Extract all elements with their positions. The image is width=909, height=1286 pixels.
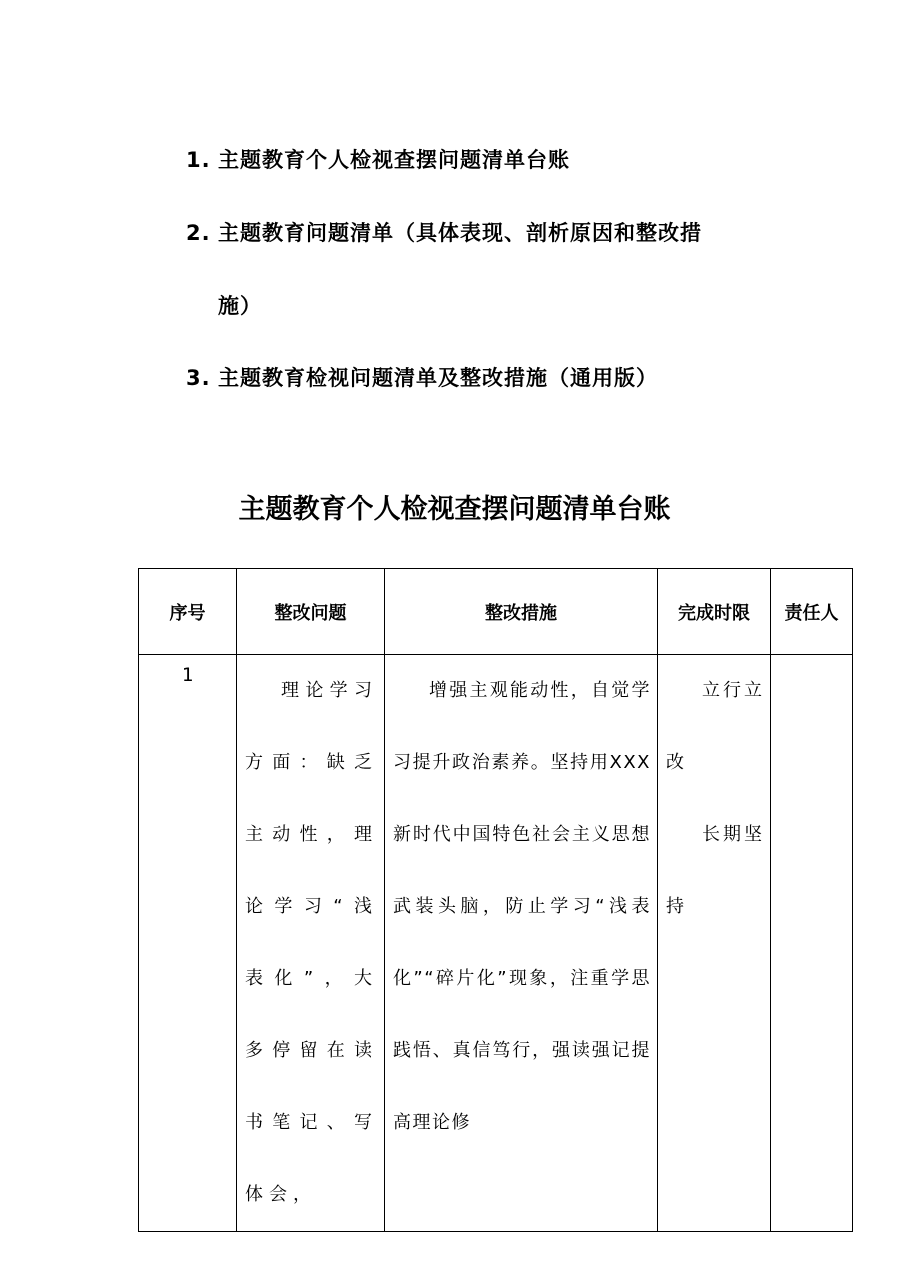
deadline-text-2: 长期坚持 [666, 824, 764, 917]
toc-item-2[interactable] [186, 217, 702, 247]
header-problem: 整改问题 [237, 569, 385, 655]
header-deadline: 完成时限 [658, 569, 771, 655]
owner-text [771, 655, 852, 656]
toc-item-number: 1. [186, 148, 211, 172]
toc-item-number: 2. [186, 221, 211, 245]
deadline-text-1: 立行立改 [666, 680, 764, 773]
toc-item-text: 主题教育个人检视查摆问题清单台账 [218, 148, 570, 172]
toc-item-2-continuation[interactable]: 施） [218, 294, 262, 318]
toc-item-text: 主题教育检视问题清单及整改措施（通用版） [218, 366, 658, 390]
cell-owner [771, 655, 853, 1232]
cell-deadline [658, 655, 771, 1232]
table-row [139, 655, 853, 1232]
header-owner: 责任人 [771, 569, 853, 655]
toc-item-number: 3. [186, 366, 211, 390]
measure-text: 增强主观能动性，自觉学习提升政治素养。坚持用XXX新时代中国特色社会主义思想武装头脑，防止学习“浅表化”“碎片化”现象，注重学思践悟、真信笃行，强读强记提高理论修 [393, 680, 651, 1133]
toc-item-3[interactable] [186, 362, 658, 392]
header-seq: 序号 [139, 569, 237, 655]
toc-item-text: 主题教育问题清单（具体表现、剖析原因和整改措 [218, 221, 702, 245]
rectification-ledger-table [138, 568, 853, 1232]
document-title: 主题教育个人检视查摆问题清单台账 [238, 494, 671, 525]
cell-seq [139, 655, 237, 1232]
cell-measure [385, 655, 658, 1232]
toc-item-1[interactable] [186, 144, 570, 174]
table-header-row [139, 569, 853, 655]
cell-problem [237, 655, 385, 1232]
problem-text: 理论学习方面：缺乏主动性，理论学习“浅表化”，大多停留在读书笔记、写体会， [245, 680, 378, 1205]
seq-value: 1 [181, 664, 194, 686]
header-measure: 整改措施 [385, 569, 658, 655]
